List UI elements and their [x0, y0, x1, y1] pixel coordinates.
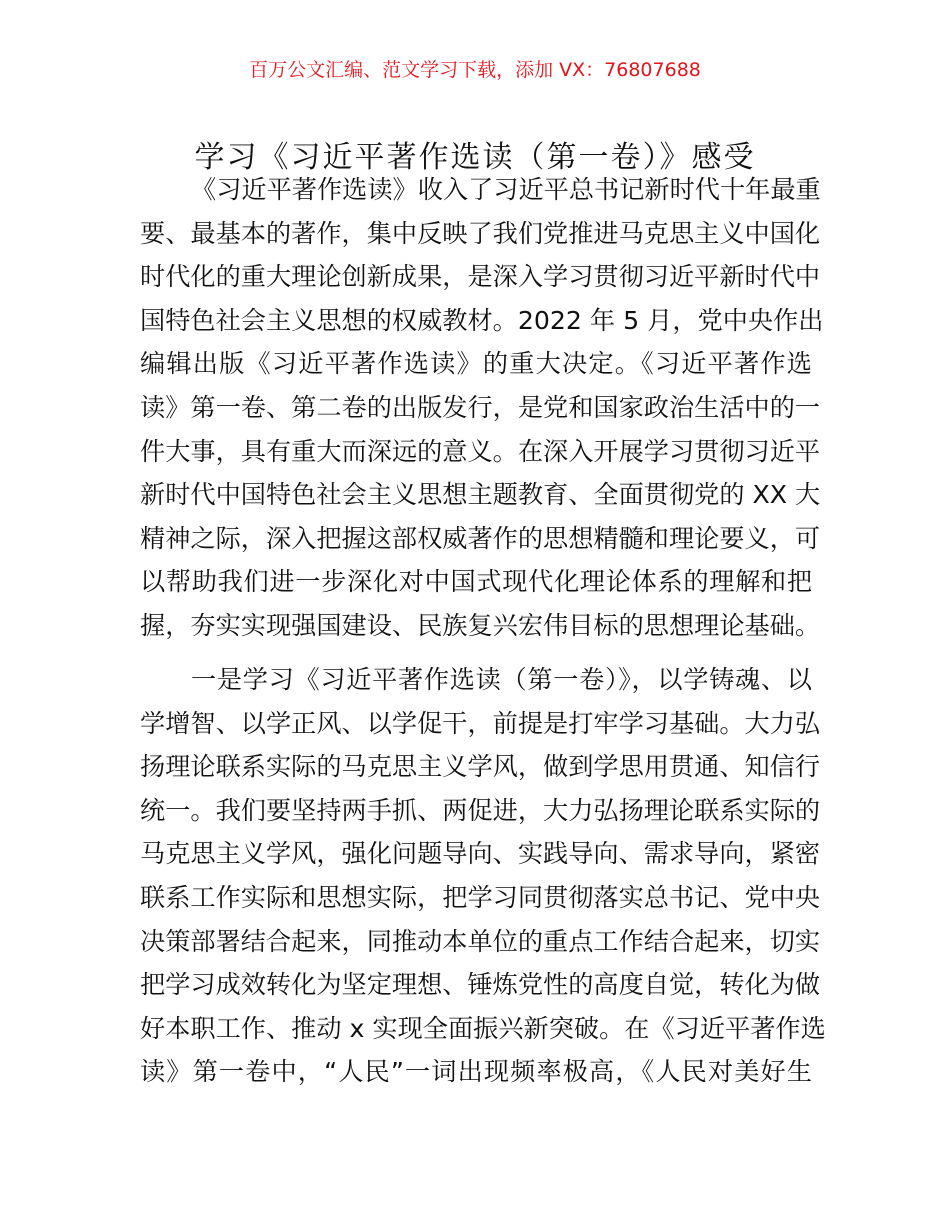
text-line: 《习近平著作选读》收入了习近平总书记新时代十年最重: [191, 175, 821, 204]
text-line: 握，夯实实现强国建设、民族复兴宏伟目标的思想理论基础。: [140, 610, 821, 640]
text-line: 编辑出版《习近平著作选读》的重大决定。《习近平著作选: [140, 349, 812, 379]
text-line: 要、最基本的著作，集中反映了我们党推进马克思主义中国化: [140, 218, 821, 248]
text-line: 马克思主义学风，强化问题导向、实践导向、需求导向，紧密: [140, 839, 821, 869]
text-line: 一是学习《习近平著作选读（第一卷）》，以学铸魂、以: [191, 665, 812, 694]
paragraph-intro: [140, 168, 824, 648]
text-line: 联系工作实际和思想实际，把学习同贯彻落实总书记、党中央: [140, 882, 821, 912]
text-line: 以帮助我们进一步深化对中国式现代化理论体系的理解和把: [140, 567, 812, 597]
text-line: 扬理论联系实际的马克思主义学风，做到学思用贯通、知信行: [140, 752, 821, 782]
text-line: 时代化的重大理论创新成果，是深入学习贯彻习近平新时代中: [140, 262, 821, 292]
paragraph-point-one: [140, 658, 826, 1094]
text-line: 学增智、以学正风、以学促干，前提是打牢学习基础。大力弘: [140, 708, 821, 738]
text-line: 新时代中国特色社会主义思想主题教育、全面贯彻党的 XX 大: [140, 480, 821, 510]
text-line: 决策部署结合起来，同推动本单位的重点工作结合起来，切实: [140, 926, 821, 956]
text-line: 读》第一卷、第二卷的出版发行，是党和国家政治生活中的一: [140, 392, 821, 422]
text-line: 件大事，具有重大而深远的意义。在深入开展学习贯彻习近平: [140, 436, 821, 466]
text-line: 好本职工作、推动 x 实现全面振兴新突破。在《习近平著作选: [140, 1013, 826, 1043]
text-line: 读》第一卷中，“人民”一词出现频率极高，《人民对美好生: [140, 1057, 812, 1087]
document-title: 学习《习近平著作选读（第一卷）》感受: [194, 140, 756, 176]
text-line: 精神之际，深入把握这部权威著作的思想精髓和理论要义，可: [140, 523, 821, 553]
text-line: 把学习成效转化为坚定理想、锤炼党性的高度自觉，转化为做: [140, 970, 821, 1000]
text-line: 统一。我们要坚持两手抓、两促进，大力弘扬理论联系实际的: [140, 795, 821, 825]
text-line: 国特色社会主义思想的权威教材。2022 年 5 月，党中央作出: [140, 305, 824, 335]
header-watermark-note: 百万公文汇编、范文学习下载，添加 VX：76807688: [249, 59, 701, 81]
